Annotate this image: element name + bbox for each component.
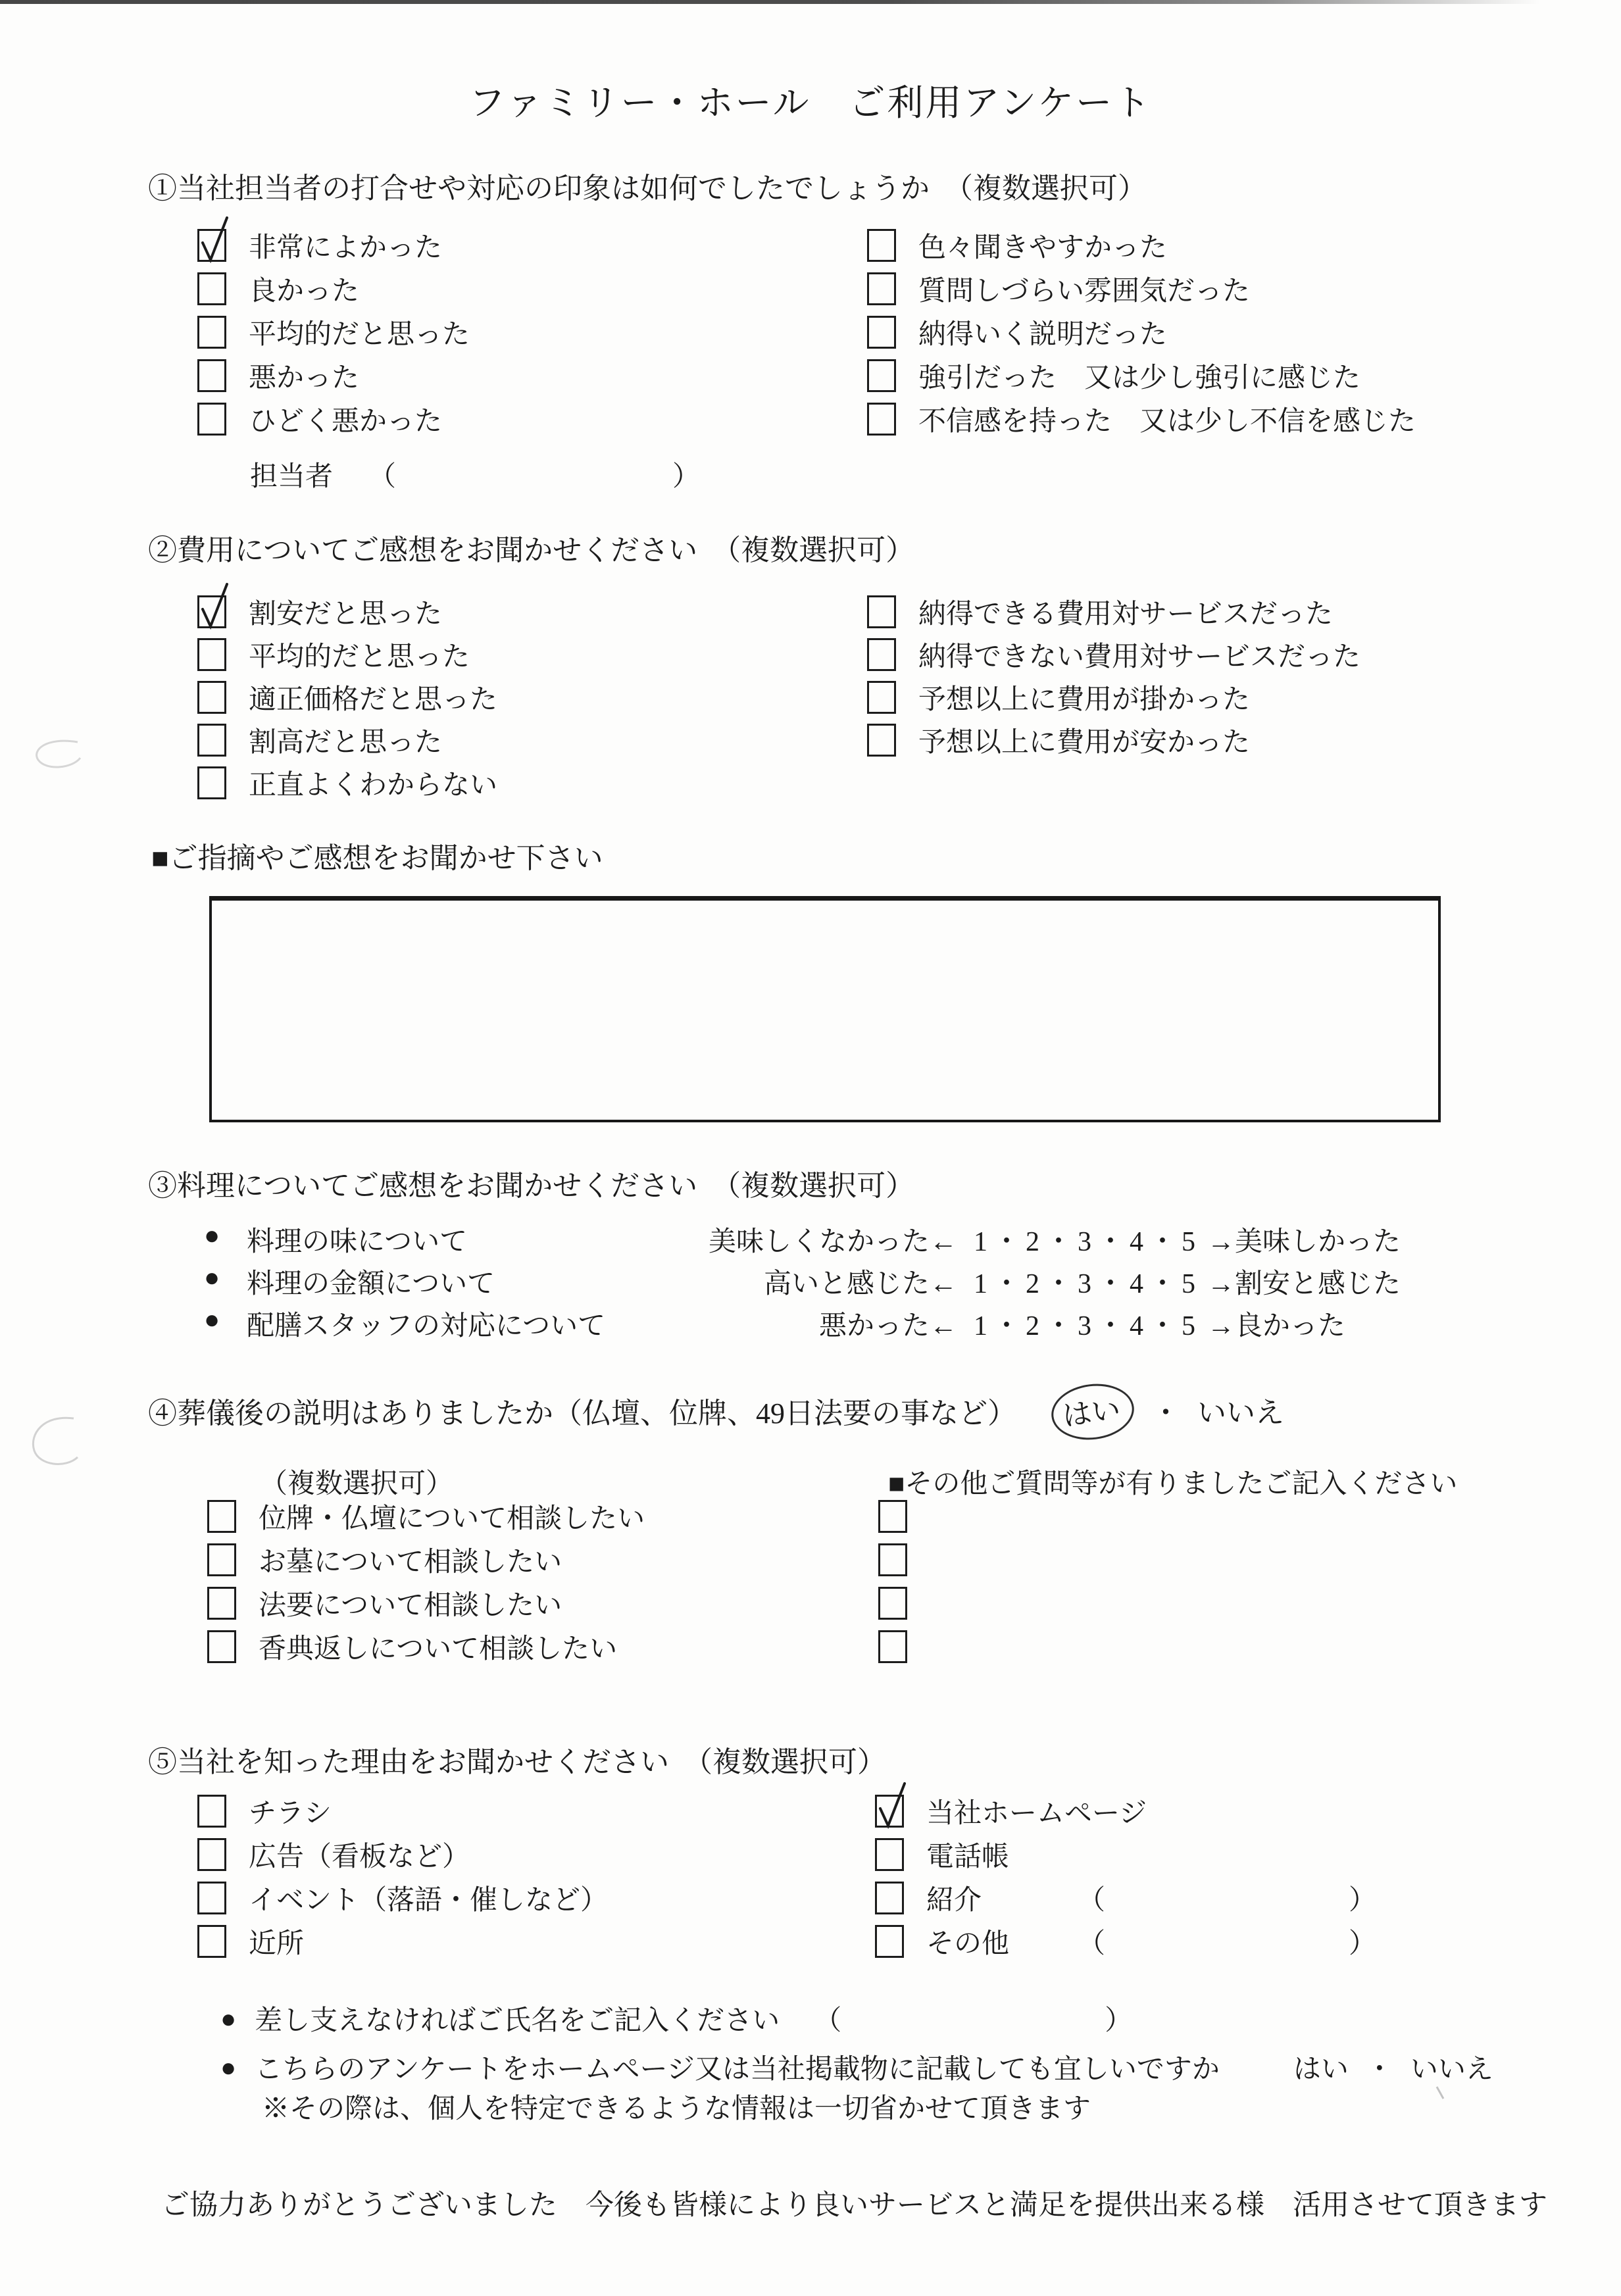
- checkbox[interactable]: [197, 272, 226, 305]
- checkbox-option: [197, 590, 497, 633]
- publish-prompt: こちらのアンケートをホームページ又は当社掲載物に記載しても宜しいですか: [255, 2055, 1220, 2085]
- q4-other-checkboxes: [878, 1495, 907, 1668]
- checkbox-option: [197, 311, 470, 354]
- paren-open: （: [1078, 1929, 1106, 1959]
- q4-yes-no: [1051, 1384, 1284, 1439]
- checkbox[interactable]: [197, 403, 226, 436]
- paren-close: ）: [1105, 2006, 1133, 2036]
- checkbox[interactable]: [867, 316, 896, 349]
- checkbox-label: 広告（看板など）: [249, 1842, 470, 1872]
- scanner-edge-artifact: [0, 0, 1621, 4]
- checkbox-label: 強引だった 又は少し強引に感じた: [918, 363, 1361, 393]
- checkbox[interactable]: [197, 1882, 226, 1914]
- paren-close: ）: [672, 462, 701, 492]
- checkbox[interactable]: [867, 272, 896, 305]
- q4-heading: ④葬儀後の説明はありましたか（仏壇、位牌、49日法要の事など）: [148, 1397, 1016, 1430]
- checkbox-option: [207, 1625, 645, 1668]
- rating-row: [148, 1217, 1497, 1259]
- comments-box[interactable]: [209, 896, 1441, 1122]
- checkbox-option: [197, 224, 470, 267]
- checkbox-label: 当社ホームページ: [926, 1799, 1147, 1829]
- checkbox-option: [867, 590, 1360, 633]
- checkbox[interactable]: [875, 1882, 904, 1914]
- q5-right-options: [875, 1789, 1376, 1963]
- paren-open: （: [368, 462, 397, 492]
- rating-label: 料理の金額について: [247, 1269, 495, 1299]
- q2-heading: ②費用についてご感想をお聞かせください （複数選択可）: [148, 534, 915, 566]
- checkbox[interactable]: [875, 1795, 904, 1828]
- rating-label: 配膳スタッフの対応について: [247, 1311, 606, 1341]
- checkbox-option: [878, 1625, 907, 1668]
- checkbox-option: [197, 676, 497, 718]
- checkbox[interactable]: [878, 1587, 907, 1620]
- staff-label: 担当者: [250, 462, 334, 492]
- checkbox-label: チラシ: [249, 1799, 332, 1829]
- rating-label: 料理の味について: [247, 1227, 468, 1257]
- checkbox[interactable]: [197, 1795, 226, 1828]
- checkbox-option: [878, 1495, 907, 1538]
- checkbox-label: 位牌・仏壇について相談したい: [259, 1504, 645, 1534]
- checkbox-label: その他: [926, 1929, 1010, 1959]
- checkbox-option: [875, 1876, 1376, 1920]
- checkbox[interactable]: [878, 1630, 907, 1663]
- checkbox-label: ひどく悪かった: [249, 407, 443, 437]
- paren-close: ）: [1349, 1885, 1377, 1916]
- checkbox-label: 納得できない費用対サービスだった: [918, 641, 1361, 672]
- checkbox-label: 割高だと思った: [249, 727, 443, 758]
- q4-other-heading: ■その他ご質問等が有りましたご記入ください: [888, 1469, 1458, 1499]
- checkbox-label: 法要について相談したい: [259, 1591, 562, 1621]
- checkbox-option: [875, 1920, 1376, 1963]
- yes-no-separator: ・: [1365, 2055, 1393, 2085]
- q3-heading: ③料理についてご感想をお聞かせください （複数選択可）: [148, 1170, 915, 1202]
- checkbox[interactable]: [207, 1543, 236, 1576]
- checkbox-option: [197, 1920, 608, 1963]
- checkbox-label: 適正価格だと思った: [249, 684, 498, 715]
- publish-consent-line: [220, 2047, 1493, 2087]
- q4-no-option[interactable]: いいえ: [1197, 1397, 1284, 1429]
- checkbox[interactable]: [867, 595, 896, 628]
- q5-heading: ⑤当社を知った理由をお聞かせください （複数選択可）: [148, 1746, 886, 1778]
- rating-high-anchor: →良かった: [1207, 1311, 1346, 1341]
- rating-row: [148, 1301, 1497, 1343]
- q2-right-options: [867, 590, 1360, 761]
- checkbox-option: [207, 1582, 645, 1625]
- checkbox-label: 予想以上に費用が安かった: [918, 727, 1251, 758]
- checkbox-label: 悪かった: [249, 363, 360, 393]
- checkbox[interactable]: [197, 1925, 226, 1958]
- checkbox[interactable]: [875, 1925, 904, 1958]
- paren-open: （: [814, 2006, 842, 2036]
- paren-open: （: [1078, 1885, 1106, 1916]
- bullet-icon: ●: [204, 1262, 220, 1292]
- checkbox-option: [197, 633, 497, 676]
- q4-sub-note: （複数選択可）: [260, 1469, 454, 1499]
- checkbox-option: [207, 1495, 645, 1538]
- rating-high-anchor: →割安と感じた: [1207, 1269, 1401, 1299]
- checkbox[interactable]: [197, 595, 226, 628]
- checkbox[interactable]: [867, 724, 896, 757]
- q1-heading: ①当社担当者の打合せや対応の印象は如何でしたでしょうか （複数選択可）: [148, 172, 1147, 205]
- checkbox-option: [207, 1538, 645, 1582]
- rating-scale[interactable]: 1・2・3・4・5: [974, 1269, 1201, 1299]
- checkbox[interactable]: [867, 638, 896, 671]
- check-mark-icon: [877, 1780, 907, 1831]
- bullet-icon: ●: [220, 2003, 237, 2034]
- checkbox-label: 非常によかった: [249, 233, 443, 263]
- check-mark-icon: [199, 214, 230, 265]
- checkbox-label: お墓について相談したい: [259, 1547, 562, 1578]
- checkbox-option: [867, 633, 1360, 676]
- checkbox[interactable]: [207, 1630, 236, 1663]
- checkbox[interactable]: [867, 229, 896, 262]
- yes-no-separator: ・: [1151, 1397, 1180, 1429]
- bullet-icon: ●: [220, 2052, 237, 2082]
- privacy-note: ※その際は、個人を特定できるような情報は一切省かせて頂きます: [262, 2094, 1091, 2124]
- checkbox[interactable]: [207, 1500, 236, 1533]
- checkbox[interactable]: [197, 681, 226, 714]
- checkbox-option: [867, 354, 1416, 397]
- checkbox-label: 平均的だと思った: [249, 641, 470, 672]
- checkbox[interactable]: [875, 1838, 904, 1871]
- checkbox[interactable]: [197, 638, 226, 671]
- rating-low-anchor: 悪かった←: [818, 1311, 957, 1341]
- checkbox-option: [197, 761, 497, 804]
- checkbox[interactable]: [207, 1587, 236, 1620]
- checkbox-label: 割安だと思った: [249, 599, 443, 630]
- check-mark-icon: [199, 580, 230, 632]
- checkbox-label: 香典返しについて相談したい: [259, 1634, 618, 1664]
- checkbox[interactable]: [197, 229, 226, 262]
- checkbox-option: [197, 267, 470, 311]
- comments-heading: ■ご指摘やご感想をお聞かせ下さい: [151, 842, 603, 874]
- q4-left-options: [207, 1495, 645, 1668]
- checkbox-option: [197, 1876, 608, 1920]
- checkbox[interactable]: [867, 359, 896, 392]
- checkbox-option: [867, 676, 1360, 718]
- footer-thanks: ご協力ありがとうございました 今後も皆様により良いサービスと満足を提供出来る様 活用させて頂きます: [161, 2190, 1547, 2221]
- q3-rating-rows: [148, 1217, 1497, 1343]
- checkbox[interactable]: [197, 724, 226, 757]
- publish-no-option[interactable]: いいえ: [1410, 2055, 1493, 2085]
- checkbox[interactable]: [867, 403, 896, 436]
- checkbox-option: [867, 397, 1416, 441]
- checkbox[interactable]: [878, 1543, 907, 1576]
- publish-yes-option[interactable]: はい: [1293, 2055, 1349, 2085]
- checkbox[interactable]: [197, 766, 226, 799]
- staff-name-line: [250, 454, 700, 495]
- q4-yes-option[interactable]: はい: [1048, 1380, 1137, 1445]
- q2-left-options: [197, 590, 497, 804]
- checkbox-label: 不信感を持った 又は少し不信を感じた: [918, 407, 1416, 437]
- checkbox-label: 電話帳: [926, 1842, 1010, 1872]
- checkbox[interactable]: [197, 1838, 226, 1871]
- rating-low-anchor: 高いと感じた←: [763, 1269, 957, 1299]
- checkbox-option: [878, 1538, 907, 1582]
- paren-close: ）: [1349, 1929, 1377, 1959]
- checkbox-option: [867, 718, 1360, 761]
- checkbox-label: 納得できる費用対サービスだった: [918, 599, 1334, 630]
- checkbox-option: [197, 1833, 608, 1876]
- q1-right-options: [867, 224, 1416, 441]
- name-request-line: [220, 1999, 1132, 2038]
- checkbox-option: [875, 1789, 1376, 1833]
- rating-low-anchor: 美味しくなかった←: [708, 1227, 957, 1257]
- checkbox-option: [878, 1582, 907, 1625]
- checkbox-label: 納得いく説明だった: [918, 320, 1168, 350]
- checkbox[interactable]: [197, 359, 226, 392]
- name-prompt: 差し支えなければご氏名をご記入ください: [255, 2006, 780, 2036]
- checkbox-option: [867, 267, 1416, 311]
- checkbox[interactable]: [867, 681, 896, 714]
- checkbox-label: 質問しづらい雰囲気だった: [918, 276, 1251, 307]
- checkbox-option: [197, 718, 497, 761]
- rating-high-anchor: →美味しかった: [1207, 1227, 1401, 1257]
- rating-scale[interactable]: 1・2・3・4・5: [974, 1227, 1201, 1257]
- checkbox-label: 色々聞きやすかった: [918, 233, 1168, 263]
- checkbox-option: [197, 1789, 608, 1833]
- checkbox-option: [197, 354, 470, 397]
- rating-scale[interactable]: 1・2・3・4・5: [974, 1311, 1201, 1341]
- rating-row: [148, 1259, 1497, 1301]
- q5-left-options: [197, 1789, 608, 1963]
- checkbox-option: [867, 224, 1416, 267]
- checkbox-label: 正直よくわからない: [249, 770, 498, 801]
- checkbox-option: [867, 311, 1416, 354]
- bullet-icon: ●: [204, 1220, 220, 1250]
- form-title: ファミリー・ホール ご利用アンケート: [468, 83, 1153, 123]
- q1-left-options: [197, 224, 470, 441]
- checkbox-label: 近所: [249, 1929, 305, 1959]
- checkbox-option: [197, 397, 470, 441]
- bullet-icon: ●: [204, 1305, 220, 1334]
- checkbox-label: 平均的だと思った: [249, 320, 470, 350]
- checkbox[interactable]: [197, 316, 226, 349]
- checkbox[interactable]: [878, 1500, 907, 1533]
- checkbox-label: 良かった: [249, 276, 360, 307]
- checkbox-label: 紹介: [926, 1885, 982, 1916]
- checkbox-label: 予想以上に費用が掛かった: [918, 684, 1251, 715]
- checkbox-option: [875, 1833, 1376, 1876]
- checkbox-label: イベント（落語・催しなど）: [249, 1885, 609, 1916]
